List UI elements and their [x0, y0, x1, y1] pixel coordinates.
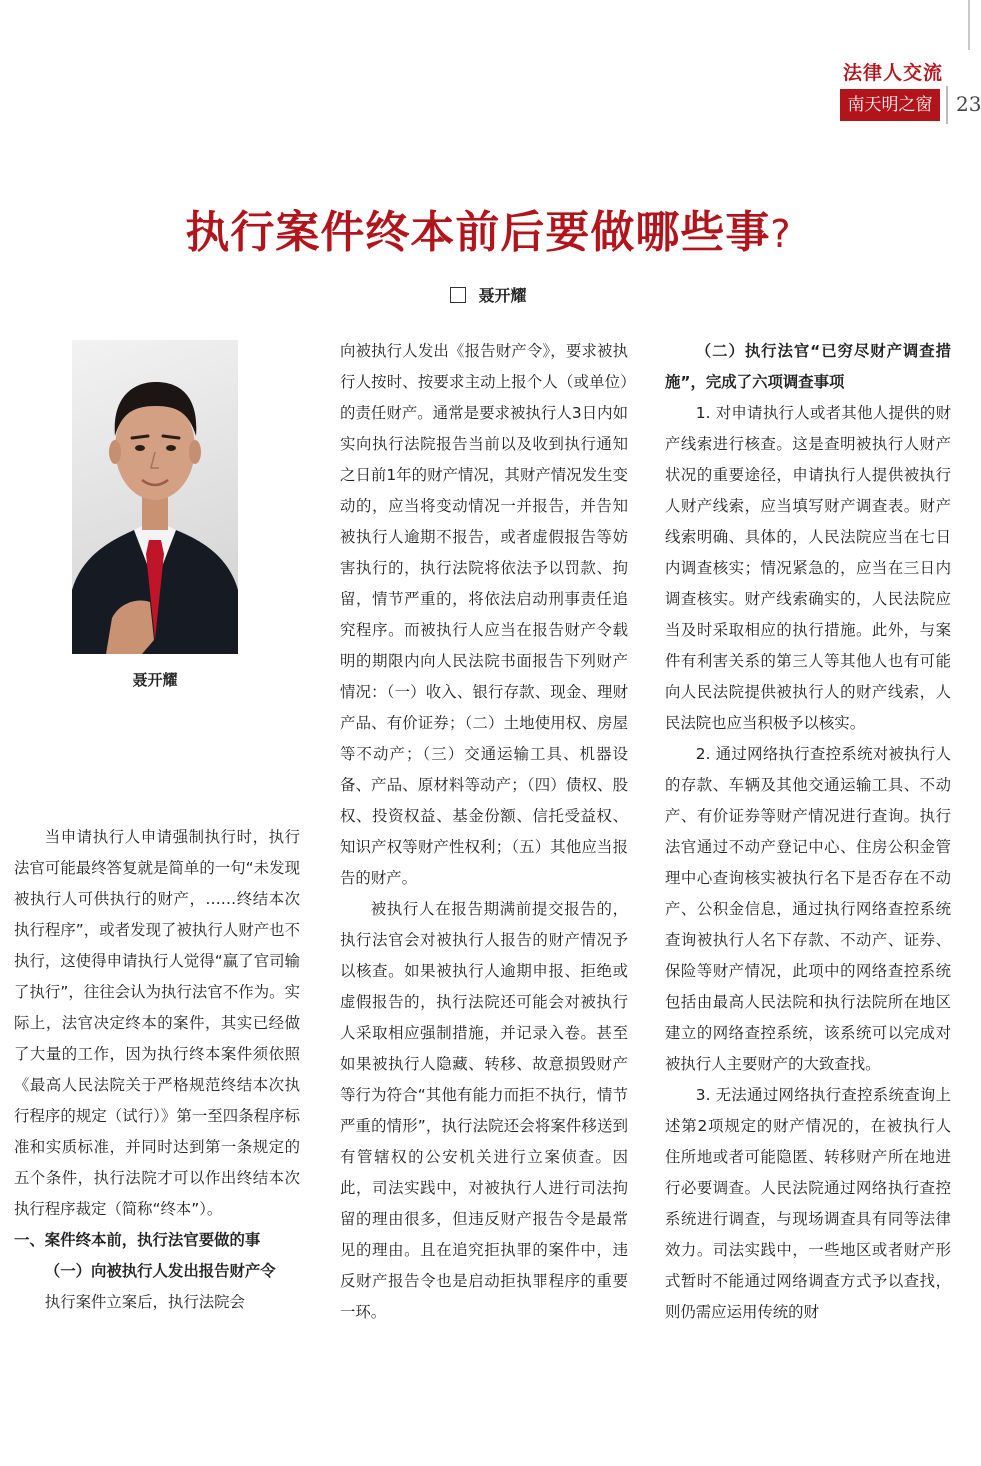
column-badge: 南天明之窗: [840, 89, 940, 121]
article-title: [0, 196, 977, 260]
photo-caption: 聂开耀: [132, 671, 178, 689]
article-column-3: [665, 336, 951, 1328]
page-edge-rule: [968, 0, 970, 50]
section-label: 法律人交流: [842, 62, 943, 84]
article-column-1: [14, 822, 300, 1318]
paragraph: 1. 对申请执行人或者其他人提供的财产线索进行核查。这是查明被执行人财产状况的重要途径，申请执行人提供被执行人财产线索，应当填写财产调查表。财产线索明确、具体的，人民法院应当在七日内调查核实；情况紧急的，应当在三日内调查核实。财产线索确实的，人民法院应当及时采取相应的执行措施。此外，与案件有利害关系的第三人等其他人也有可能向人民法院提供被执行人的财产线索，人民法院也应当积极予以核实。: [665, 404, 951, 732]
subsection-heading: （一）向被执行人发出报告财产令: [44, 1262, 276, 1280]
paragraph: 2. 通过网络执行查控系统对被执行人的存款、车辆及其他交通运输工具、不动产、有价证券等财产情况进行查询。执行法官通过不动产登记中心、住房公积金管理中心查询核实被执行名下是否存在不动产、公积金信息，通过执行网络查控系统查询被执行人名下存款、不动产、证券、保险等财产情况，此项中的网络查控系统包括由最高人民法院和执行法院所在地区建立的网络查控系统，该系统可以完成对被执行人主要财产的大致查找。: [665, 745, 951, 1073]
paragraph: 执行案件立案后，执行法院会: [44, 1293, 245, 1311]
author-portrait-illustration: [72, 340, 238, 654]
byline-square-icon: [450, 287, 466, 303]
paragraph: 当申请执行人申请强制执行时，执行法官可能最终答复就是简单的一句“未发现被执行人可供执行的财产，……终结本次执行程序”，或者发现了被执行人财产也不执行，这使得申请执行人觉得“赢了官司输了执行”，往往会认为执行法官不作为。实际上，法官决定终本的案件，其实已经做了大量的工作，因为执行终本案件须依照《最高人民法院关于严格规范终结本次执行程序的规定（试行）》第一至四条程序标准和实质标准，并同时达到第一条规定的五个条件，执行法院才可以作出终结本次执行程序裁定（简称“终本”）。: [14, 828, 300, 1218]
page-number: 23: [956, 92, 981, 116]
article-column-2: [340, 336, 628, 1328]
subsection-heading: （二）执行法官“已穷尽财产调查措施”，完成了六项调查事项: [665, 342, 951, 391]
paragraph: 3. 无法通过网络执行查控系统查询上述第2项规定的财产情况的，在被执行人住所地或者可能隐匿、转移财产所在地进行必要调查。人民法院通过网络执行查控系统进行调查，与现场调查具有同等法律效力。司法实践中，一些地区或者财产形式暂时不能通过网络调查方式予以查找，则仍需应运用传统的财: [665, 1086, 951, 1321]
author-name: 聂开耀: [478, 286, 527, 305]
section-heading: 一、案件终本前，执行法官要做的事: [14, 1231, 261, 1249]
byline: [0, 283, 977, 306]
author-photo: [72, 340, 238, 654]
article-title-text: 执行案件终本前后要做哪些事: [185, 207, 771, 258]
page-number-divider: [946, 86, 948, 124]
article-title-punct: ?: [770, 212, 792, 256]
paragraph: 被执行人在报告期满前提交报告的，执行法官会对被执行人报告的财产情况予以核查。如果被执行人逾期申报、拒绝或虚假报告的，执行法院还可能会对被执行人采取相应强制措施，并记录入卷。甚至如果被执行人隐藏、转移、故意损毁财产等行为符合“其他有能力而拒不执行，情节严重的情形”，执行法院还会将案件移送到有管辖权的公安机关进行立案侦查。因此，司法实践中，对被执行人进行司法拘留的理由很多，但违反财产报告令是最常见的理由。且在追究拒执罪的案件中，违反财产报告令也是启动拒执罪程序的重要一环。: [340, 900, 628, 1321]
paragraph: 向被执行人发出《报告财产令》，要求被执行人按时、按要求主动上报个人（或单位）的责任财产。通常是要求被执行人3日内如实向执行法院报告当前以及收到执行通知之日前1年的财产情况，其财产情况发生变动的，应当将变动情况一并报告，并告知被执行人逾期不报告，或者虚假报告等妨害执行的，执行法院将依法予以罚款、拘留，情节严重的，将依法启动刑事责任追究程序。而被执行人应当在报告财产令载明的期限内向人民法院书面报告下列财产情况：（一）收入、银行存款、现金、理财产品、有价证券；（二）土地使用权、房屋等不动产；（三）交通运输工具、机器设备、产品、原材料等动产；（四）债权、股权、投资权益、基金份额、信托受益权、知识产权等财产性权利；（五）其他应当报告的财产。: [340, 342, 628, 887]
